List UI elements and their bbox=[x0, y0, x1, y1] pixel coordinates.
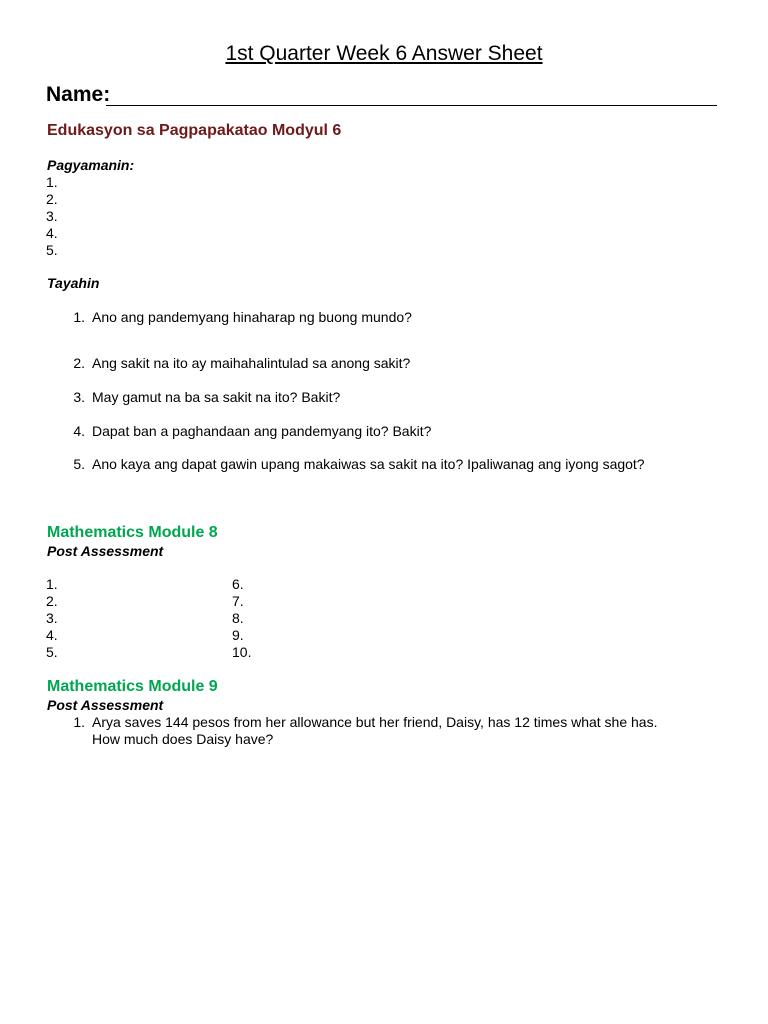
math8-right-list bbox=[232, 576, 251, 661]
question-text-line1: Arya saves 144 pesos from her allowance but her friend, Daisy, has 12 times what she has. bbox=[92, 714, 658, 730]
pagyamanin-list bbox=[46, 174, 58, 259]
question-text: Ang sakit na ito ay maihahalintulad sa anong sakit? bbox=[92, 355, 411, 371]
question-number: 4. bbox=[73, 423, 85, 439]
question-text: Dapat ban a paghandaan ang pandemyang ito? Bakit? bbox=[92, 423, 432, 439]
question-text-line2: How much does Daisy have? bbox=[92, 731, 274, 747]
tayahin-question-4 bbox=[69, 423, 749, 441]
math8-heading: Mathematics Module 8 bbox=[47, 524, 218, 541]
math9-question-1 bbox=[69, 714, 749, 750]
math8-post-assessment-label: Post Assessment bbox=[47, 543, 164, 559]
list-item: 3. bbox=[46, 208, 58, 224]
list-item: 8. bbox=[232, 610, 244, 626]
list-item: 2. bbox=[46, 191, 58, 207]
tayahin-question-1 bbox=[69, 309, 749, 327]
math8-left-list bbox=[46, 576, 58, 661]
list-item: 5. bbox=[46, 242, 58, 258]
question-number: 3. bbox=[73, 389, 85, 405]
question-number: 2. bbox=[73, 355, 85, 371]
question-text: Ano ang pandemyang hinaharap ng buong mundo? bbox=[92, 309, 412, 325]
question-text: May gamut na ba sa sakit na ito? Bakit? bbox=[92, 389, 341, 405]
list-item: 3. bbox=[46, 610, 58, 626]
tayahin-label: Tayahin bbox=[47, 275, 100, 291]
list-item: 6. bbox=[232, 576, 244, 592]
list-item: 10. bbox=[232, 644, 252, 660]
math9-post-assessment-label: Post Assessment bbox=[47, 697, 164, 713]
math9-heading: Mathematics Module 9 bbox=[47, 678, 218, 695]
list-item: 4. bbox=[46, 225, 58, 241]
tayahin-question-5 bbox=[69, 456, 749, 474]
name-label: Name: bbox=[46, 83, 111, 106]
list-item: 5. bbox=[46, 644, 58, 660]
page-title: 1st Quarter Week 6 Answer Sheet bbox=[225, 42, 543, 65]
list-item: 1. bbox=[46, 174, 58, 190]
question-number: 5. bbox=[73, 456, 85, 472]
epp-heading: Edukasyon sa Pagpapakatao Modyul 6 bbox=[47, 122, 342, 139]
tayahin-question-2 bbox=[69, 355, 749, 373]
question-number: 1. bbox=[73, 714, 85, 730]
list-item: 2. bbox=[46, 593, 58, 609]
tayahin-question-3 bbox=[69, 389, 749, 407]
question-text: Ano kaya ang dapat gawin upang makaiwas sa sakit na ito? Ipaliwanag ang iyong sagot? bbox=[92, 456, 645, 472]
list-item: 9. bbox=[232, 627, 244, 643]
question-number: 1. bbox=[73, 309, 85, 325]
list-item: 7. bbox=[232, 593, 244, 609]
name-blank-line[interactable] bbox=[106, 105, 717, 106]
list-item: 1. bbox=[46, 576, 58, 592]
pagyamanin-label: Pagyamanin: bbox=[47, 157, 135, 173]
list-item: 4. bbox=[46, 627, 58, 643]
